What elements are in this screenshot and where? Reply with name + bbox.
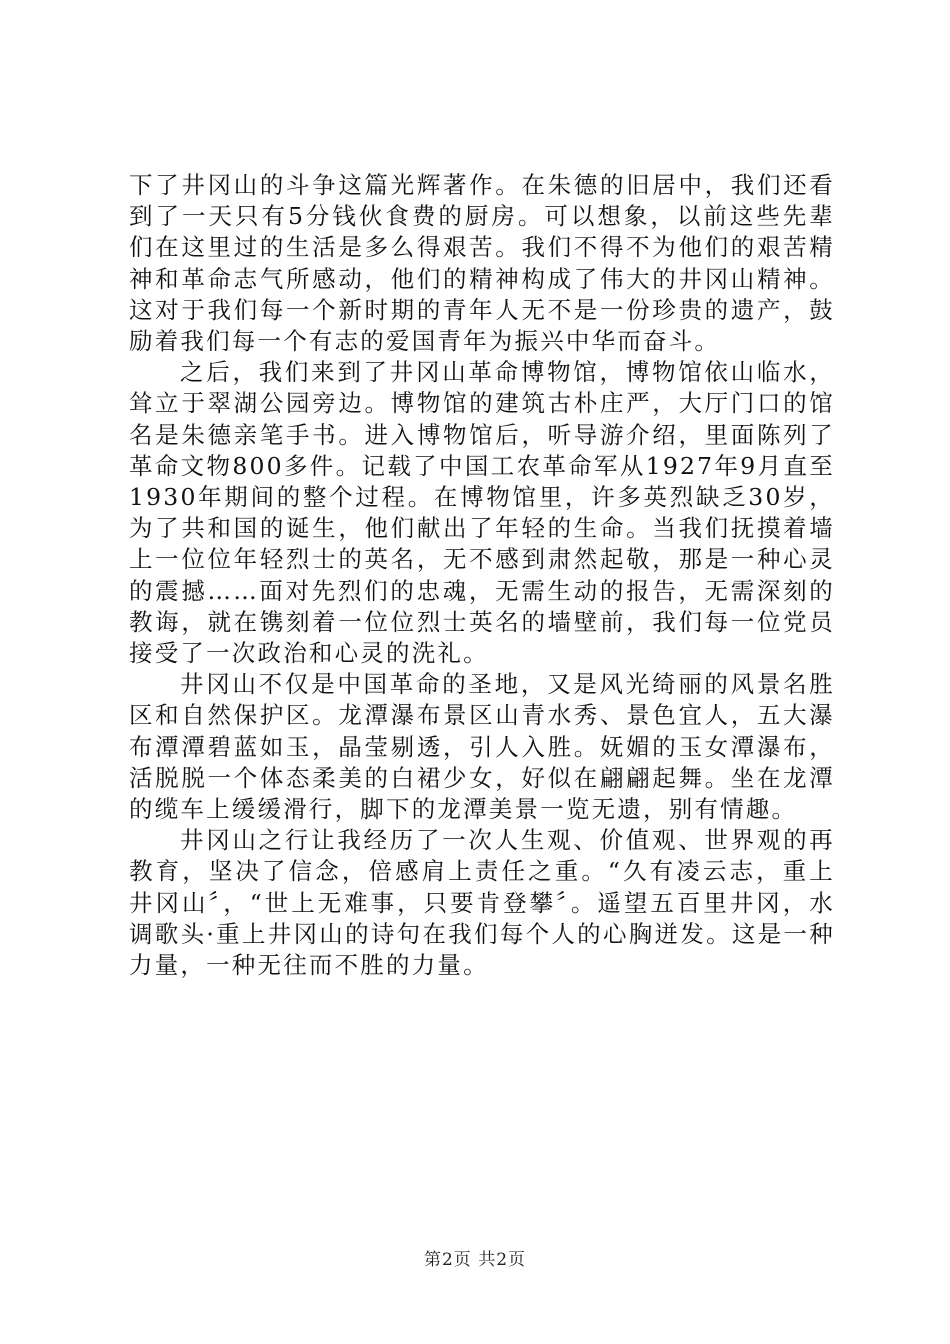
page-footer: 第2页 共2页 bbox=[423, 1250, 527, 1270]
paragraph-1: 下了井冈山的斗争这篇光辉著作。在朱德的旧居中，我们还看到了一天只有5分钱伙食费的厨房。可以想象，以前这些先辈们在这里过的生活是多么得艰苦。我们不得不为他们的艰苦精神和革命志气所感动，他们的精神构成了伟大的井冈山精神。这对于我们每一个新时期的青年人无不是一份珍贵的遗产，鼓励着我们每一个有志的爱国青年为振兴中华而奋斗。 bbox=[129, 171, 835, 356]
body-text bbox=[129, 170, 835, 981]
paragraph-3: 井冈山不仅是中国革命的圣地，又是风光绮丽的风景名胜区和自然保护区。龙潭瀑布景区山青水秀、景色宜人，五大瀑布潭潭碧蓝如玉，晶莹剔透，引人入胜。妩媚的玉女潭瀑布，活脱脱一个体态柔美的白裙少女，好似在翩翩起舞。坐在龙潭的缆车上缓缓滑行，脚下的龙潭美景一览无遗，别有情趣。 bbox=[129, 670, 835, 824]
paragraph-4: 井冈山之行让我经历了一次人生观、价值观、世界观的再教育，坚决了信念，倍感肩上责任之重。“久有凌云志，重上井冈山〞，“世上无难事，只要肯登攀〞。遥望五百里井冈，水调歌头·重上井冈山的诗句在我们每个人的心胸迸发。这是一种力量，一种无往而不胜的力量。 bbox=[129, 826, 835, 980]
paragraph-2: 之后，我们来到了井冈山革命博物馆，博物馆依山临水，耸立于翠湖公园旁边。博物馆的建筑古朴庄严，大厅门口的馆名是朱德亲笔手书。进入博物馆后，听导游介绍，里面陈列了革命文物800多件。记载了中国工农革命军从1927年9月直至1930年期间的整个过程。在博物馆里，许多英烈缺乏30岁，为了共和国的诞生，他们献出了年轻的生命。当我们抚摸着墙上一位位年轻烈士的英名，无不感到肃然起敬，那是一种心灵的震撼……面对先烈们的忠魂，无需生动的报告，无需深刻的教诲，就在镌刻着一位位烈士英名的墙壁前，我们每一位党员接受了一次政治和心灵的洗礼。 bbox=[129, 358, 835, 668]
